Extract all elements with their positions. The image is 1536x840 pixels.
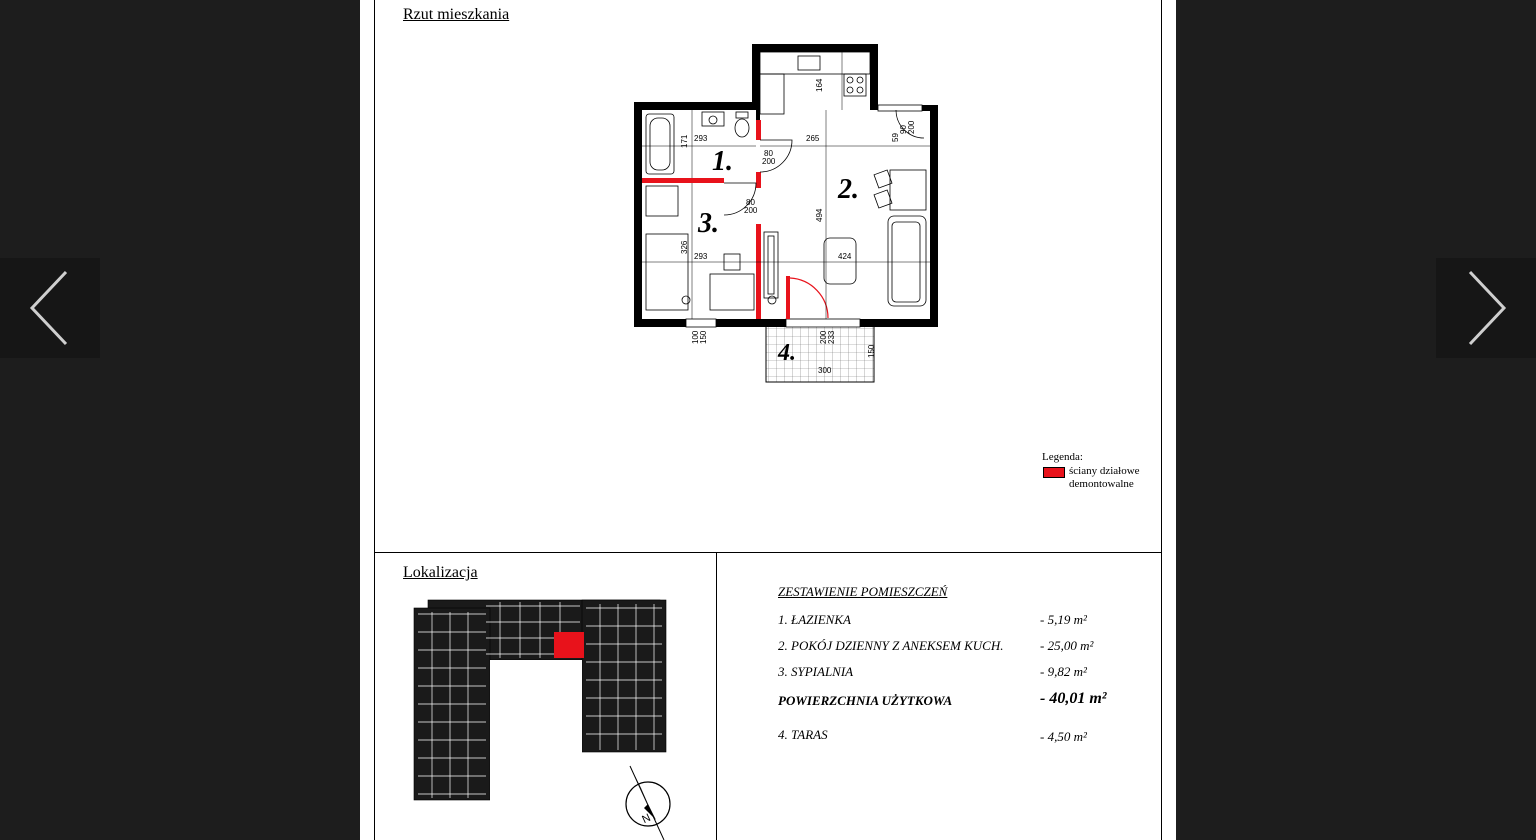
legend-title: Legenda: [1042, 451, 1083, 463]
dim-door-bed-h: 200 [744, 206, 758, 215]
floor-plan-sheet [360, 0, 1176, 840]
dim-terrace-door-w: 200 [819, 330, 828, 344]
chevron-right-icon [1436, 258, 1536, 358]
next-image-button[interactable] [1436, 258, 1536, 358]
courtyard-gaps [490, 660, 582, 804]
dim-window-top-h: 200 [907, 120, 916, 134]
room-number-4: 4. [778, 340, 796, 366]
legend-red-swatch [1043, 467, 1065, 478]
room-2-value: - 25,00 m² [1040, 638, 1094, 653]
dim-door-bed: 80 [746, 198, 755, 207]
dim-kitchen-len: 164 [815, 78, 824, 92]
room-2-label: 2. POKÓJ DZIENNY Z ANEKSEM KUCH. [778, 638, 1004, 653]
dim-bed-window-w: 100 [691, 330, 700, 344]
dim-bed-height: 326 [680, 240, 689, 254]
dim-bath-width: 293 [694, 134, 708, 143]
plan-legend [1042, 451, 1140, 490]
total-area-value: - 40,01 m² [1040, 690, 1107, 707]
dim-window-top-s: 59 [891, 133, 900, 142]
north-arrow-compass [626, 766, 670, 840]
dim-terrace-width: 300 [818, 366, 832, 375]
bathroom-fixtures [646, 112, 749, 174]
windows [686, 105, 922, 327]
dim-window-top-w: 90 [899, 125, 908, 134]
room-1-label: 1. ŁAZIENKA [778, 612, 851, 627]
dim-terrace-door-h: 233 [827, 330, 836, 344]
terrace-label: 4. TARAS [778, 727, 828, 742]
room-number-2: 2. [838, 174, 859, 205]
chevron-left-icon [0, 258, 100, 358]
terrace-door-swing [790, 278, 828, 318]
dim-living-width-bottom: 424 [838, 252, 852, 261]
dim-living-height: 494 [815, 208, 824, 222]
legend-item-text: ściany działowe demontowalne [1069, 465, 1140, 490]
total-area-label: POWIERZCHNIA UŻYTKOWA [778, 693, 953, 708]
room-3-value: - 9,82 m² [1040, 664, 1087, 679]
previous-image-button[interactable] [0, 258, 100, 358]
frame-vertical-divider [716, 552, 717, 840]
building-location-map [360, 552, 716, 840]
dim-door-bath-h: 200 [762, 157, 776, 166]
room-1-value: - 5,19 m² [1040, 612, 1087, 627]
room-number-3: 3. [698, 208, 719, 239]
apartment-location-marker [554, 632, 584, 658]
dim-living-width: 265 [806, 134, 820, 143]
location-section-title: Lokalizacja [403, 564, 478, 581]
dim-bed-width: 293 [694, 252, 708, 261]
room-number-1: 1. [712, 146, 733, 177]
dim-bath-height: 171 [680, 134, 689, 148]
terrace-value: - 4,50 m² [1040, 729, 1087, 744]
dim-bed-window-h: 150 [699, 330, 708, 344]
dim-door-bath: 80 [764, 149, 773, 158]
summary-header: ZESTAWIENIE POMIESZCZEŃ [778, 584, 948, 599]
room-3-label: 3. SYPIALNIA [778, 664, 854, 679]
dim-terrace-depth: 150 [867, 344, 876, 358]
plan-section-title: Rzut mieszkania [403, 6, 510, 23]
compass-north-letter: N [640, 811, 653, 827]
